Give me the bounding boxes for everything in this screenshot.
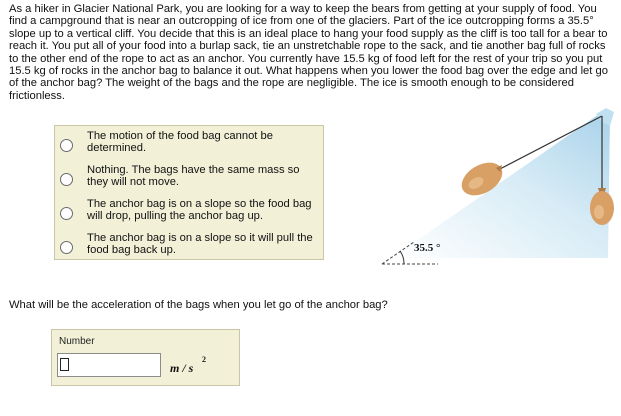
choice-anchor-pulls-up[interactable]	[55, 232, 323, 260]
choice-label: The anchor bag is on a slope so the food bag will drop, pulling the anchor bag up.	[87, 198, 312, 223]
answer-panel	[51, 329, 240, 386]
choice-label: The motion of the food bag cannot be determined.	[87, 130, 273, 155]
unit-exponent: 2	[202, 355, 206, 364]
problem-statement: As a hiker in Glacier National Park, you are looking for a way to keep the bears from getting at your supply of food. You find a campground that is near an outcropping of ice from one of the glaciers. Part of the ice outcropping forms a 35.5° slope up to a vertical cliff. You decide that this is an ideal place to hang your food supply as the cliff is too tall for a bear to reach it. You put all of your food into a burlap sack, tie an unstretchable rope to the sack, and tie another bag full of rocks to the other end of the rope to act as an anchor. You currently have 15.5 kg of food left for the rest of your trip so you put 15.5 kg of rocks in the anchor bag to balance it out. What happens when you lower the food bag over the edge and let go of the anchor bag? The weight of the bags and the rope are negligible. The ice is smooth enough to be considered frictionless.	[9, 3, 608, 102]
choice-no-motion[interactable]	[55, 164, 323, 192]
angle-label: 35.5 °	[414, 242, 441, 254]
radio-button[interactable]	[60, 241, 73, 254]
choice-cannot-determine[interactable]	[55, 130, 323, 158]
glacier-slope-figure	[374, 108, 620, 274]
choice-food-bag-drops[interactable]	[55, 198, 323, 226]
choice-label: The anchor bag is on a slope so it will pull the food bag back up.	[87, 232, 313, 257]
ice-slope	[392, 112, 610, 258]
radio-button[interactable]	[60, 207, 73, 220]
choice-label: Nothing. The bags have the same mass so they will not move.	[87, 164, 300, 189]
number-input[interactable]	[57, 353, 161, 377]
multiple-choice-panel	[54, 125, 324, 260]
radio-button[interactable]	[60, 173, 73, 186]
number-label: Number	[59, 336, 95, 347]
question-text: What will be the acceleration of the bags when you let go of the anchor bag?	[9, 299, 388, 311]
unit-label: m / s	[170, 361, 194, 375]
radio-button[interactable]	[60, 139, 73, 152]
